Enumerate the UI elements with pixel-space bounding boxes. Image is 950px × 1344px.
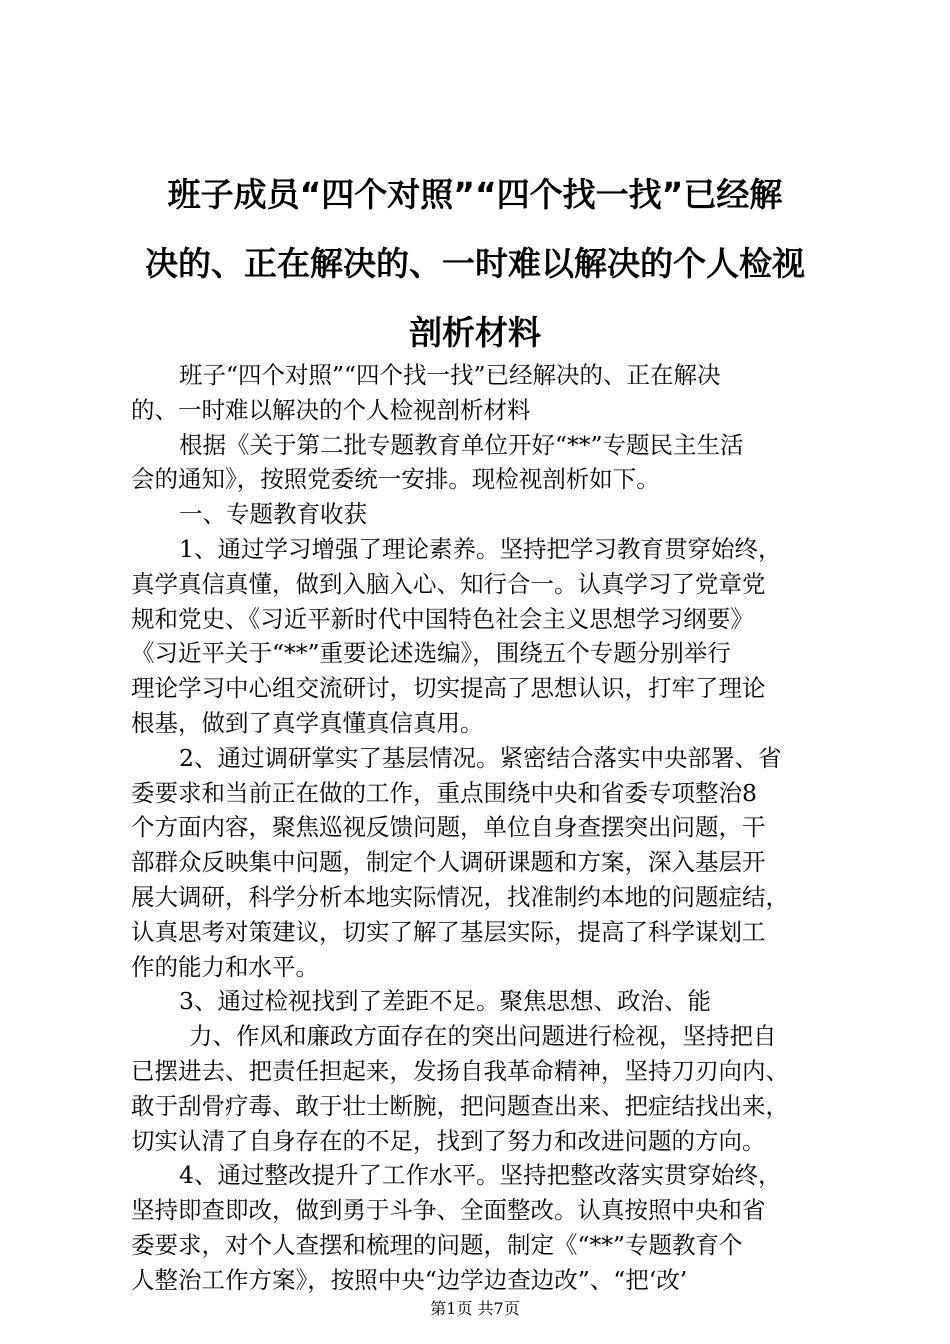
body-line: 人整治工作方案》，按照中央“边学边查边改”、“把‘改’ (131, 1265, 688, 1294)
page-footer: 第1页 共7页 (430, 1299, 520, 1318)
body-line: 4、通过整改提升了工作水平。坚持把整改落实贯穿始终， (179, 1161, 782, 1190)
body-line: 作的能力和水平。 (131, 952, 319, 981)
body-line: 委要求和当前正在做的工作，重点围绕中央和省委专项整治8 (131, 778, 757, 807)
body-line: 理论学习中心组交流研讨，切实提高了思想认识，打牢了理论 (131, 674, 766, 703)
body-line: 真学真信真懂，做到入脑入心、知行合一。认真学习了党章党 (131, 569, 766, 598)
body-line: 1、通过学习增强了理论素养。坚持把学习教育贯穿始终， (179, 534, 782, 563)
body-line: 2、通过调研掌实了基层情况。紧密结合落实中央部署、省 (179, 743, 782, 772)
body-line: 根据《关于第二批专题教育单位开好“**”专题民主生活 (179, 430, 744, 459)
document-title (100, 160, 850, 367)
body-line: 委要求，对个人查摆和梳理的问题，制定《“**”专题教育个 (131, 1230, 743, 1259)
section-heading: 一、专题教育收获 (179, 500, 367, 529)
body-line: 部群众反映集中问题，制定个人调研课题和方案，深入基层开 (131, 848, 766, 877)
title-line: 班子成员“四个对照”“四个找一找”已经解 (167, 175, 783, 214)
body-line: 的、一时难以解决的个人检视剖析材料 (131, 395, 531, 424)
body-line: 3、通过检视找到了差距不足。聚焦思想、政治、能 (179, 987, 711, 1016)
body-line: 规和党史、《习近平新时代中国特色社会主义思想学习纲要》 (131, 604, 754, 633)
body-line: 敢于刮骨疗毒、敢于壮士断腕，把问题查出来、把症结找出来， (131, 1091, 789, 1120)
body-line: 班子“四个对照”“四个找一找”已经解决的、正在解决 (179, 361, 721, 389)
document-body (131, 358, 831, 1298)
body-line: 切实认清了自身存在的不足，找到了努力和改进问题的方向。 (131, 1126, 766, 1155)
body-line: 根基，做到了真学真懂真信真用。 (131, 708, 484, 737)
body-line: 力、作风和廉政方面存在的突出问题进行检视，坚持把自 (189, 1022, 777, 1051)
body-line: 坚持即查即改，做到勇于斗争、全面整改。认真按照中央和省 (131, 1196, 766, 1225)
body-line: 《习近平关于“**”重要论述选编》，围绕五个专题分别举行 (131, 639, 731, 668)
title-line: 决的、正在解决的、一时难以解决的个人检视 (145, 244, 805, 283)
body-line: 会的通知》，按照党委统一安排。现检视剖析如下。 (131, 465, 660, 494)
body-line: 展大调研，科学分析本地实际情况，找准制约本地的问题症结， (131, 882, 789, 911)
body-line: 认真思考对策建议，切实了解了基层实际，提高了科学谋划工 (131, 917, 766, 946)
body-line: 已摆进去、把责任担起来，发扬自我革命精神，坚持刀刃向内、 (131, 1056, 789, 1085)
body-line: 个方面内容，聚焦巡视反馈问题，单位自身查摆突出问题，干 (131, 813, 766, 842)
title-line: 剖析材料 (409, 313, 541, 352)
